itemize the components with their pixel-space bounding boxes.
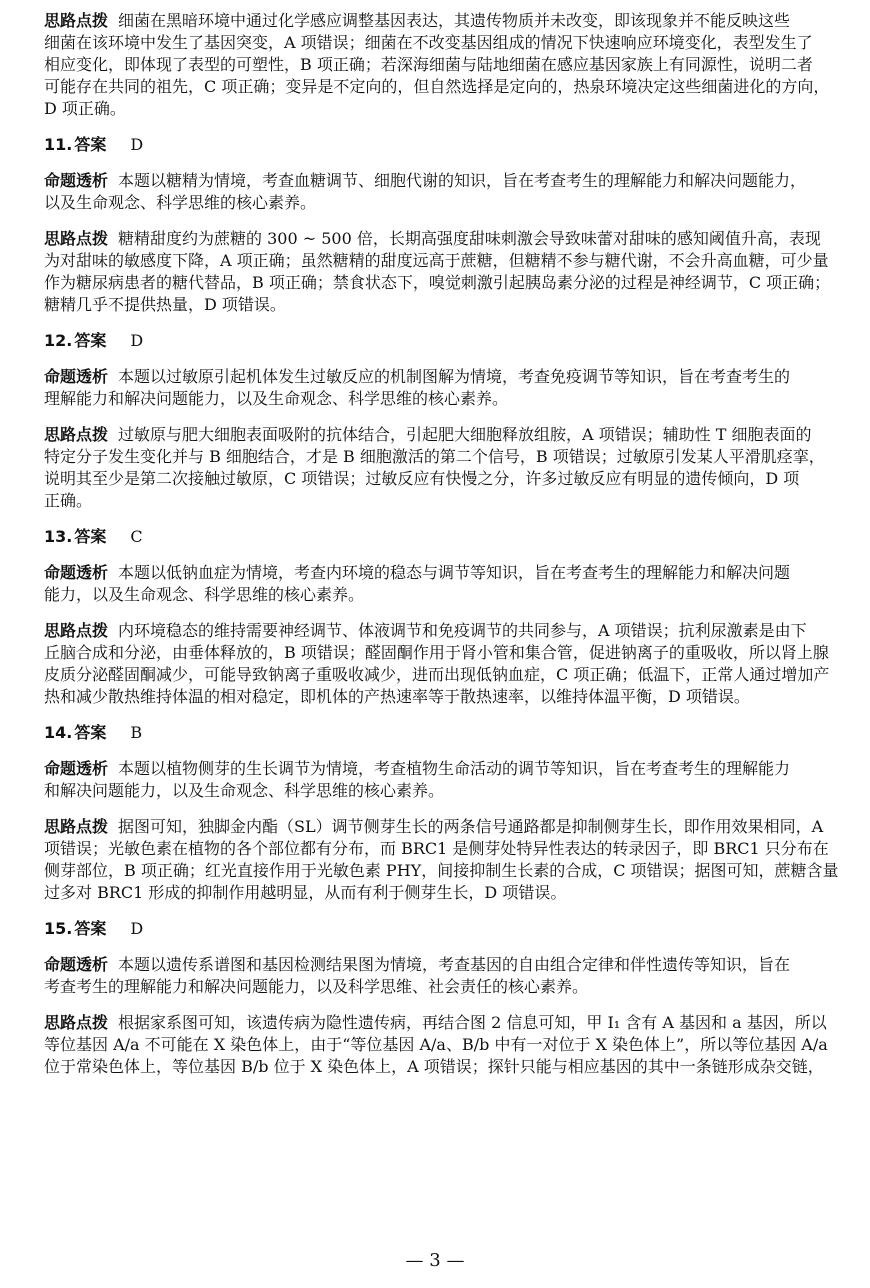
text-line <box>44 54 854 76</box>
text-line <box>44 294 854 316</box>
text-line <box>44 388 854 410</box>
paragraph-text: 本题以遗传系谱图和基因检测结果图为情境，考查基因的自由组合定律和伴性遗传等知识，旨在 <box>118 955 791 974</box>
paragraph-text: 相应变化，即体现了表型的可塑性，B 项正确；若深海细菌与陆地细菌在感应基因家族上有同源性，说明二者 <box>44 55 813 74</box>
purpose-label: 命题透析 <box>44 171 109 190</box>
paragraph-text: 热和减少散热维持体温的相对稳定，即机体的产热速率等于散热速率，以维持体温平衡，D 项错误。 <box>44 687 750 706</box>
paragraph-text: 本题以低钠血症为情境，考查内环境的稳态与调节等知识，旨在考查考生的理解能力和解决问题 <box>118 563 791 582</box>
paragraph-text: 过多对 BRC1 形成的抑制作用越明显，从而有利于侧芽生长，D 项错误。 <box>44 883 567 902</box>
paragraph-text: 为对甜味的敏感度下降，A 项正确；虽然糖精的甜度远高于蔗糖，但糖精不参与糖代谢，不会升高血糖，可少量 <box>44 251 829 270</box>
approach-label: 思路点拨 <box>44 817 109 836</box>
text-line <box>44 758 854 780</box>
text-line <box>44 228 854 250</box>
approach-label: 思路点拨 <box>44 11 109 30</box>
paragraph-text: 说明其至少是第二次接触过敏原，C 项错误；过敏反应有快慢之分，许多过敏反应有明显的遗传倾向，D 项 <box>44 469 800 488</box>
text-line <box>44 1012 854 1034</box>
answer-explanations <box>44 10 854 1078</box>
question-number: 15. <box>44 919 73 938</box>
text-line <box>44 250 854 272</box>
paragraph-text: 正确。 <box>44 491 93 510</box>
paragraph-text: 考查考生的理解能力和解决问题能力，以及科学思维、社会责任的核心素养。 <box>44 977 589 996</box>
paragraph-text: 内环境稳态的维持需要神经调节、体液调节和免疫调节的共同参与，A 项错误；抗利尿激素是由下 <box>118 621 807 640</box>
text-line <box>44 562 854 584</box>
paragraph-text: 位于常染色体上，等位基因 B/b 位于 X 染色体上，A 项错误；探针只能与相应基因的其中一条链形成杂交链， <box>44 1057 824 1076</box>
paragraph-text: 本题以植物侧芽的生长调节为情境，考查植物生命活动的调节等知识，旨在考查考生的理解能力 <box>118 759 791 778</box>
question-number: 14. <box>44 723 73 742</box>
text-line <box>44 98 854 120</box>
paragraph-text: 过敏原与肥大细胞表面吸附的抗体结合，引起肥大细胞释放组胺，A 项错误；辅助性 T 细胞表面的 <box>118 425 812 444</box>
answer-line <box>44 722 854 744</box>
page-number: — 3 — <box>405 1250 465 1271</box>
answer-line <box>44 330 854 352</box>
text-line <box>44 366 854 388</box>
purpose-block <box>44 366 854 410</box>
paragraph-text: 根据家系图可知，该遗传病为隐性遗传病，再结合图 2 信息可知，甲 Ⅰ₁ 含有 A 基因和 a 基因，所以 <box>118 1013 827 1032</box>
paragraph-text: 作为糖尿病患者的糖代替品，B 项正确；禁食状态下，嗅觉刺激引起胰岛素分泌的过程是神经调节，C 项正确； <box>44 273 831 292</box>
text-line <box>44 620 854 642</box>
text-line <box>44 424 854 446</box>
text-line <box>44 780 854 802</box>
answer-line <box>44 526 854 548</box>
text-line <box>44 686 854 708</box>
paragraph-text: 特定分子发生变化并与 B 细胞结合，才是 B 细胞激活的第二个信号，B 项错误；过敏原引发某人平滑肌痉挛， <box>44 447 825 466</box>
paragraph-text: 等位基因 A/a 不可能在 X 染色体上，由于“等位基因 A/a、B/b 中有一对位于 X 染色体上”，所以等位基因 A/a <box>44 1035 828 1054</box>
approach-block <box>44 228 854 316</box>
paragraph-text: 细菌在黑暗环境中通过化学感应调整基因表达，其遗传物质并未改变，即该现象并不能反映这些 <box>118 11 791 30</box>
paragraph-text: 侧芽部位，B 项正确；红光直接作用于光敏色素 PHY，间接抑制生长素的合成，C 项错误；据图可知，蔗糖含量 <box>44 861 839 880</box>
paragraph-text: 项错误；光敏色素在植物的各个部位都有分布，而 BRC1 是侧芽处特异性表达的转录因子，即 BRC1 只分布在 <box>44 839 829 858</box>
question-number: 11. <box>44 135 73 154</box>
answer-value: D <box>130 919 144 938</box>
question-number: 13. <box>44 527 73 546</box>
answer-value: B <box>130 723 143 742</box>
question-number: 12. <box>44 331 73 350</box>
purpose-block <box>44 170 854 214</box>
approach-label: 思路点拨 <box>44 229 109 248</box>
answer-value: C <box>130 527 143 546</box>
text-line <box>44 664 854 686</box>
purpose-block <box>44 562 854 606</box>
paragraph-text: 能力，以及生命观念、科学思维的核心素养。 <box>44 585 365 604</box>
approach-block <box>44 10 854 120</box>
text-line <box>44 954 854 976</box>
text-line <box>44 192 854 214</box>
answer-label: 答案 <box>74 527 107 546</box>
approach-label: 思路点拨 <box>44 1013 109 1032</box>
text-line <box>44 860 854 882</box>
text-line <box>44 446 854 468</box>
approach-block <box>44 424 854 512</box>
approach-block <box>44 1012 854 1078</box>
text-line <box>44 170 854 192</box>
approach-label: 思路点拨 <box>44 425 109 444</box>
answer-label: 答案 <box>74 723 107 742</box>
text-line <box>44 584 854 606</box>
approach-block <box>44 620 854 708</box>
text-line <box>44 32 854 54</box>
text-line <box>44 642 854 664</box>
paragraph-text: 本题以糖精为情境，考查血糖调节、细胞代谢的知识，旨在考查考生的理解能力和解决问题能力， <box>118 171 807 190</box>
answer-label: 答案 <box>74 135 107 154</box>
purpose-label: 命题透析 <box>44 759 109 778</box>
answer-label: 答案 <box>74 331 107 350</box>
paragraph-text: 和解决问题能力，以及生命观念、科学思维的核心素养。 <box>44 781 445 800</box>
paragraph-text: 理解能力和解决问题能力，以及生命观念、科学思维的核心素养。 <box>44 389 509 408</box>
paragraph-text: 糖精甜度约为蔗糖的 300 ~ 500 倍，长期高强度甜味刺激会导致味蕾对甜味的感知阈值升高，表现 <box>118 229 821 248</box>
answer-line <box>44 134 854 156</box>
text-line <box>44 10 854 32</box>
approach-label: 思路点拨 <box>44 621 109 640</box>
answer-value: D <box>130 135 144 154</box>
text-line <box>44 468 854 490</box>
purpose-label: 命题透析 <box>44 367 109 386</box>
paragraph-text: 可能存在共同的祖先，C 项正确；变异是不定向的，但自然选择是定向的，热泉环境决定这些细菌进化的方向， <box>44 77 830 96</box>
answer-value: D <box>130 331 144 350</box>
text-line <box>44 1034 854 1056</box>
purpose-block <box>44 954 854 998</box>
text-line <box>44 76 854 98</box>
paragraph-text: 皮质分泌醛固酮减少，可能导致钠离子重吸收减少，进而出现低钠血症，C 项正确；低温下，正常人通过增加产 <box>44 665 830 684</box>
purpose-label: 命题透析 <box>44 955 109 974</box>
answer-label: 答案 <box>74 919 107 938</box>
text-line <box>44 816 854 838</box>
text-line <box>44 882 854 904</box>
text-line <box>44 976 854 998</box>
text-line <box>44 272 854 294</box>
paragraph-text: D 项正确。 <box>44 99 126 118</box>
answer-line <box>44 918 854 940</box>
paragraph-text: 细菌在该环境中发生了基因突变，A 项错误；细菌在不改变基因组成的情况下快速响应环境变化，表型发生了 <box>44 33 813 52</box>
paragraph-text: 丘脑合成和分泌，由垂体释放的，B 项错误；醛固酮作用于肾小管和集合管，促进钠离子的重吸收，所以肾上腺 <box>44 643 829 662</box>
text-line <box>44 838 854 860</box>
paragraph-text: 本题以过敏原引起机体发生过敏反应的机制图解为情境，考查免疫调节等知识，旨在考查考生的 <box>118 367 791 386</box>
paragraph-text: 据图可知，独脚金内酯（SL）调节侧芽生长的两条信号通路都是抑制侧芽生长，即作用效果相同，A <box>118 817 824 836</box>
approach-block <box>44 816 854 904</box>
text-line <box>44 1056 854 1078</box>
paragraph-text: 糖精几乎不提供热量，D 项错误。 <box>44 295 286 314</box>
text-line <box>44 490 854 512</box>
purpose-label: 命题透析 <box>44 563 109 582</box>
paragraph-text: 以及生命观念、科学思维的核心素养。 <box>44 193 317 212</box>
purpose-block <box>44 758 854 802</box>
